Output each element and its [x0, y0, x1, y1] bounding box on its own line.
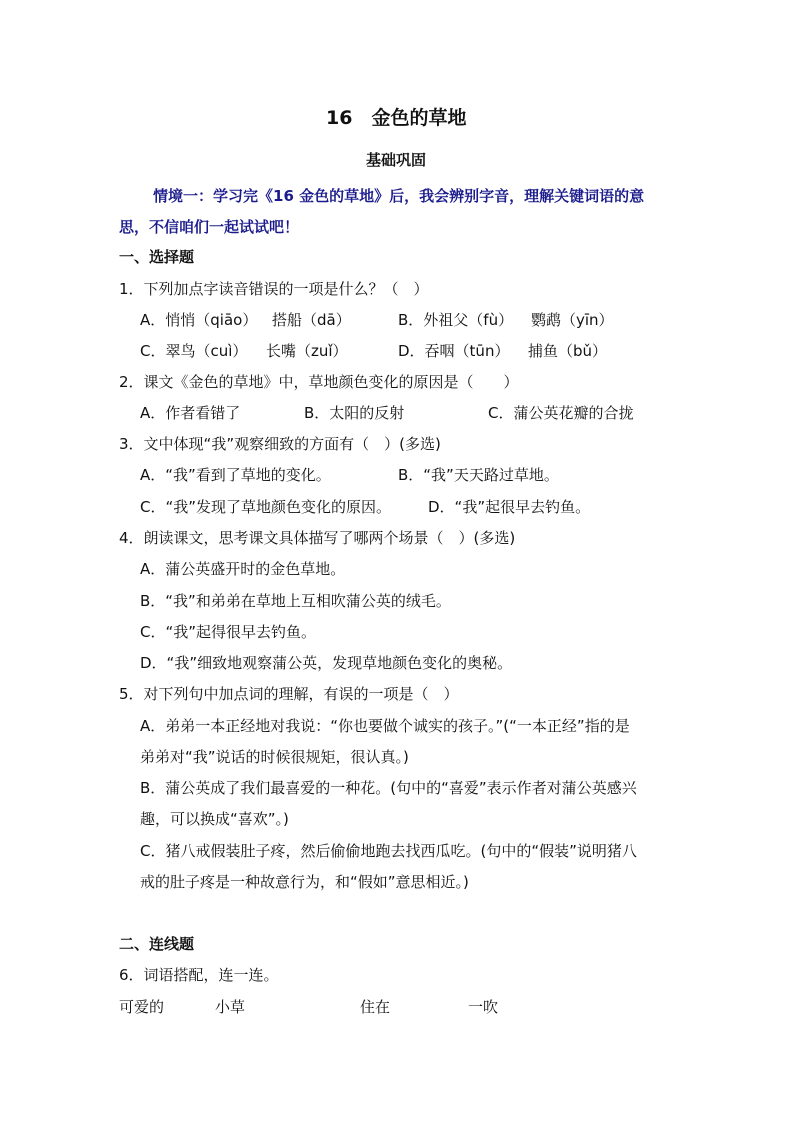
- q6-word-3: 住在: [360, 998, 391, 1016]
- page-title: 16 金色的草地: [326, 107, 467, 129]
- q1-option-c-word1: C．翠鸟（cuì）: [140, 342, 248, 360]
- q5-option-c-line2: 戒的肚子疼是一种故意行为，和“假如”意思相近。): [140, 873, 469, 891]
- q3-option-a: A．“我”看到了草地的变化。: [140, 466, 331, 484]
- q6-word-1: 可爱的: [119, 998, 165, 1016]
- q1-option-c-word2: 长嘴（zuǐ）: [266, 342, 348, 360]
- q5-option-a-line1: A．弟弟一本正经地对我说：“你也要做个诚实的孩子。”(“一本正经”指的是: [140, 717, 630, 735]
- q1-option-a-word1: A．悄悄（qiāo）: [140, 311, 258, 329]
- q3-option-c: C．“我”发现了草地颜色变化的原因。: [140, 498, 392, 516]
- q4-option-d: D．“我”细致地观察蒲公英，发现草地颜色变化的奥秘。: [140, 654, 513, 672]
- q5-option-b-line2: 趣，可以换成“喜欢”。): [140, 810, 289, 828]
- q2-option-b: B．太阳的反射: [304, 404, 405, 422]
- q6-word-4: 一吹: [468, 998, 499, 1016]
- scenario-intro-line1: 情境一：学习完《16 金色的草地》后，我会辨别字音，理解关键词语的意: [153, 187, 645, 205]
- section-choice-heading: 一、选择题: [119, 248, 195, 266]
- q2-option-a: A．作者看错了: [140, 404, 241, 422]
- section-heading-basic: 基础巩固: [366, 151, 427, 169]
- q4-option-c: C．“我”起得很早去钓鱼。: [140, 623, 317, 641]
- q4-stem: 4．朗读课文，思考课文具体描写了哪两个场景（ ）(多选): [119, 529, 516, 547]
- q3-stem: 3．文中体现“我”观察细致的方面有（ ）(多选): [119, 435, 441, 453]
- q5-option-a-line2: 弟弟对“我”说话的时候很规矩，很认真。): [140, 748, 409, 766]
- q6-stem: 6．词语搭配，连一连。: [119, 966, 279, 984]
- q5-option-c-line1: C．猪八戒假装肚子疼，然后偷偷地跑去找西瓜吃。(句中的“假装”说明猪八: [140, 842, 637, 860]
- q4-option-b: B．“我”和弟弟在草地上互相吹蒲公英的绒毛。: [140, 592, 451, 610]
- section-matching-heading: 二、连线题: [119, 935, 195, 953]
- q1-option-d-word1: D．吞咽（tūn）: [398, 342, 510, 360]
- q5-option-b-line1: B．蒲公英成了我们最喜爱的一种花。(句中的“喜爱”表示作者对蒲公英感兴: [140, 779, 637, 797]
- q4-option-a: A．蒲公英盛开时的金色草地。: [140, 560, 346, 578]
- q1-option-b-word1: B．外祖父（fù）: [398, 311, 514, 329]
- q1-option-b-word2: 鹦鹉（yīn）: [531, 311, 614, 329]
- scenario-intro-line2: 思，不信咱们一起试试吧！: [119, 218, 300, 236]
- q6-word-2: 小草: [215, 998, 246, 1016]
- q3-option-b: B．“我”天天路过草地。: [398, 466, 559, 484]
- q1-option-d-word2: 捕鱼（bǔ）: [528, 342, 608, 360]
- q2-option-c: C．蒲公英花瓣的合拢: [488, 404, 634, 422]
- q1-option-a-word2: 搭船（dā）: [272, 311, 351, 329]
- q3-option-d: D．“我”起很早去钓鱼。: [428, 498, 591, 516]
- q2-stem: 2．课文《金色的草地》中，草地颜色变化的原因是（ ）: [119, 373, 519, 391]
- q5-stem: 5．对下列句中加点词的理解，有误的一项是（ ）: [119, 685, 459, 703]
- q1-stem: 1．下列加点字读音错误的一项是什么？（ ）: [119, 280, 429, 298]
